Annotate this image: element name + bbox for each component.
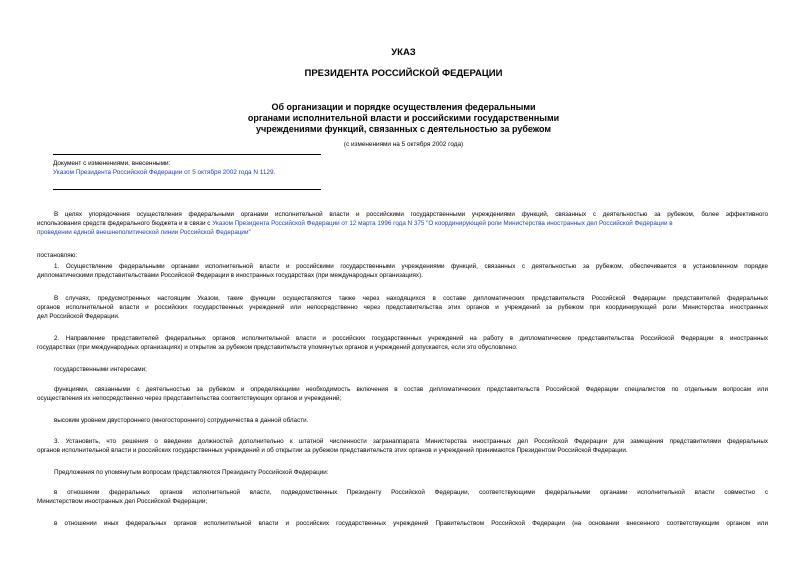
item-functions: [37, 385, 768, 403]
proposals-other-line-1: в отношении иных федеральных органов исполнительной власти и российских государственных учреждений Правительством Российской Федерации (на основании внесенного соответствующим органом или: [54, 520, 768, 527]
paragraph-1-line-1: 1. Осуществление федеральными органами исполнительной власти и российскими государственными учреждениями функций, связанных с деятельностью за рубежом, обеспечивается в установленном порядке: [54, 263, 768, 270]
paragraph-3: [37, 437, 768, 455]
document-title: [0, 102, 807, 135]
proposals-federal-line-2: Министерством иностранных дел Российской Федерации;: [37, 498, 208, 506]
decree-heading: УКАЗ: [391, 47, 416, 58]
paragraph-2-line-2: государствах (при международных организациях) и открытие за рубежом представительств упомянутых органов и учреждений допускается, если это обусловлено:: [37, 344, 518, 352]
amendments-label: Документ с изменениями, внесенными:: [53, 160, 171, 167]
item-functions-line-2: осуществления их непосредственно через представительства соответствующих органов и учреждений;: [37, 395, 342, 403]
preamble-text: использования средств федерального бюджета и в связи с: [37, 220, 213, 228]
paragraph-preamble: [37, 210, 768, 238]
proposals-federal-bodies: [37, 488, 768, 506]
decree-375-link-cont[interactable]: проведении единой внешнеполитической линии Российской Федерации": [37, 229, 251, 237]
title-line-2: органами исполнительной власти и российскими государственными: [247, 113, 560, 123]
item-state-interests: государственными интересами;: [54, 366, 147, 373]
paragraph-1-cont-line-2: органов исполнительной власти и российских государственных учреждений или непосредственно через представительства этих органов и учреждений за рубежом при координирующей роли Министерства иностранных: [37, 304, 768, 312]
item-cooperation: высоким уровнем двустороннего (многостороннего) сотрудничества в данной области.: [54, 417, 309, 424]
amendment-link[interactable]: Указом Президента Российской Федерации от 5 октября 2002 года N 1129.: [53, 169, 276, 176]
paragraph-1-cont-line-1: В случаях, предусмотренных настоящим Указом, такие функции осуществляются также через находящихся в составе дипломатических представительств Российской Федерации представителей федеральных: [54, 295, 768, 302]
paragraph-2-line-1: 2. Направление представителей федеральных органов исполнительной власти и российских государственных учреждений на работу в дипломатические представительства Российской Федерации в иностранных: [54, 335, 768, 342]
changes-note: (с изменениями на 5 октября 2002 года): [343, 141, 464, 148]
item-functions-line-1: функциями, связанными с деятельностью за рубежом и определяющими необходимость включения в состав дипломатических представительств Российской Федерации специалистов по отдельным вопросам или: [54, 386, 768, 393]
preamble-line-1: В целях упорядочения осуществления федеральными органами исполнительной власти и российскими государственными учреждениями функций, связанных с деятельностью за рубежом, более эффективного: [54, 211, 768, 218]
proposals-federal-line-1: в отношении федеральных органов исполнительной власти, подведомственных Президенту Российской Федерации, соответствующими федеральными органами исполнительной власти совместно с: [54, 489, 768, 496]
decree-375-link[interactable]: Указом Президента Российской Федерации от 12 марта 1996 года N 375 "О координирующей роли Министерства иностранных дел Российской Федерации в: [212, 220, 673, 228]
amendments-box: [53, 154, 321, 190]
paragraph-1: [37, 262, 768, 280]
title-line-1: Об организации и порядке осуществления федеральными: [271, 102, 536, 112]
decree-issuer-heading: ПРЕЗИДЕНТА РОССИЙСКОЙ ФЕДЕРАЦИИ: [304, 68, 503, 79]
paragraph-3-line-1: 3. Установить, что решения о введении должностей дополнительно к штатной численности загранаппарата Министерства иностранных дел Российской Федерации для замещения представителями федеральных: [54, 438, 768, 445]
decree-word: [37, 251, 768, 260]
paragraph-1-cont: [37, 294, 768, 322]
preamble-line-2: [37, 219, 768, 228]
decree-word-text: постановляю:: [37, 252, 78, 259]
title-line-3: учреждениями функций, связанных с деятельностью за рубежом: [256, 124, 551, 134]
paragraph-1-line-2: дипломатическими представительствами Российской Федерации в иностранных государствах (при международных организациях).: [37, 272, 423, 280]
proposals-intro: Предложения по упомянутым вопросам представляются Президенту Российской Федерации:: [54, 469, 329, 476]
paragraph-2: [37, 334, 768, 352]
paragraph-3-line-2: органов исполнительной власти и российских государственных учреждений и об открытии за рубежом представительств этих органов и учреждений принимаются Президентом Российской Федерации.: [37, 447, 628, 455]
proposals-other-bodies: [37, 519, 768, 528]
paragraph-1-cont-line-3: дел Российской Федерации.: [37, 313, 120, 321]
